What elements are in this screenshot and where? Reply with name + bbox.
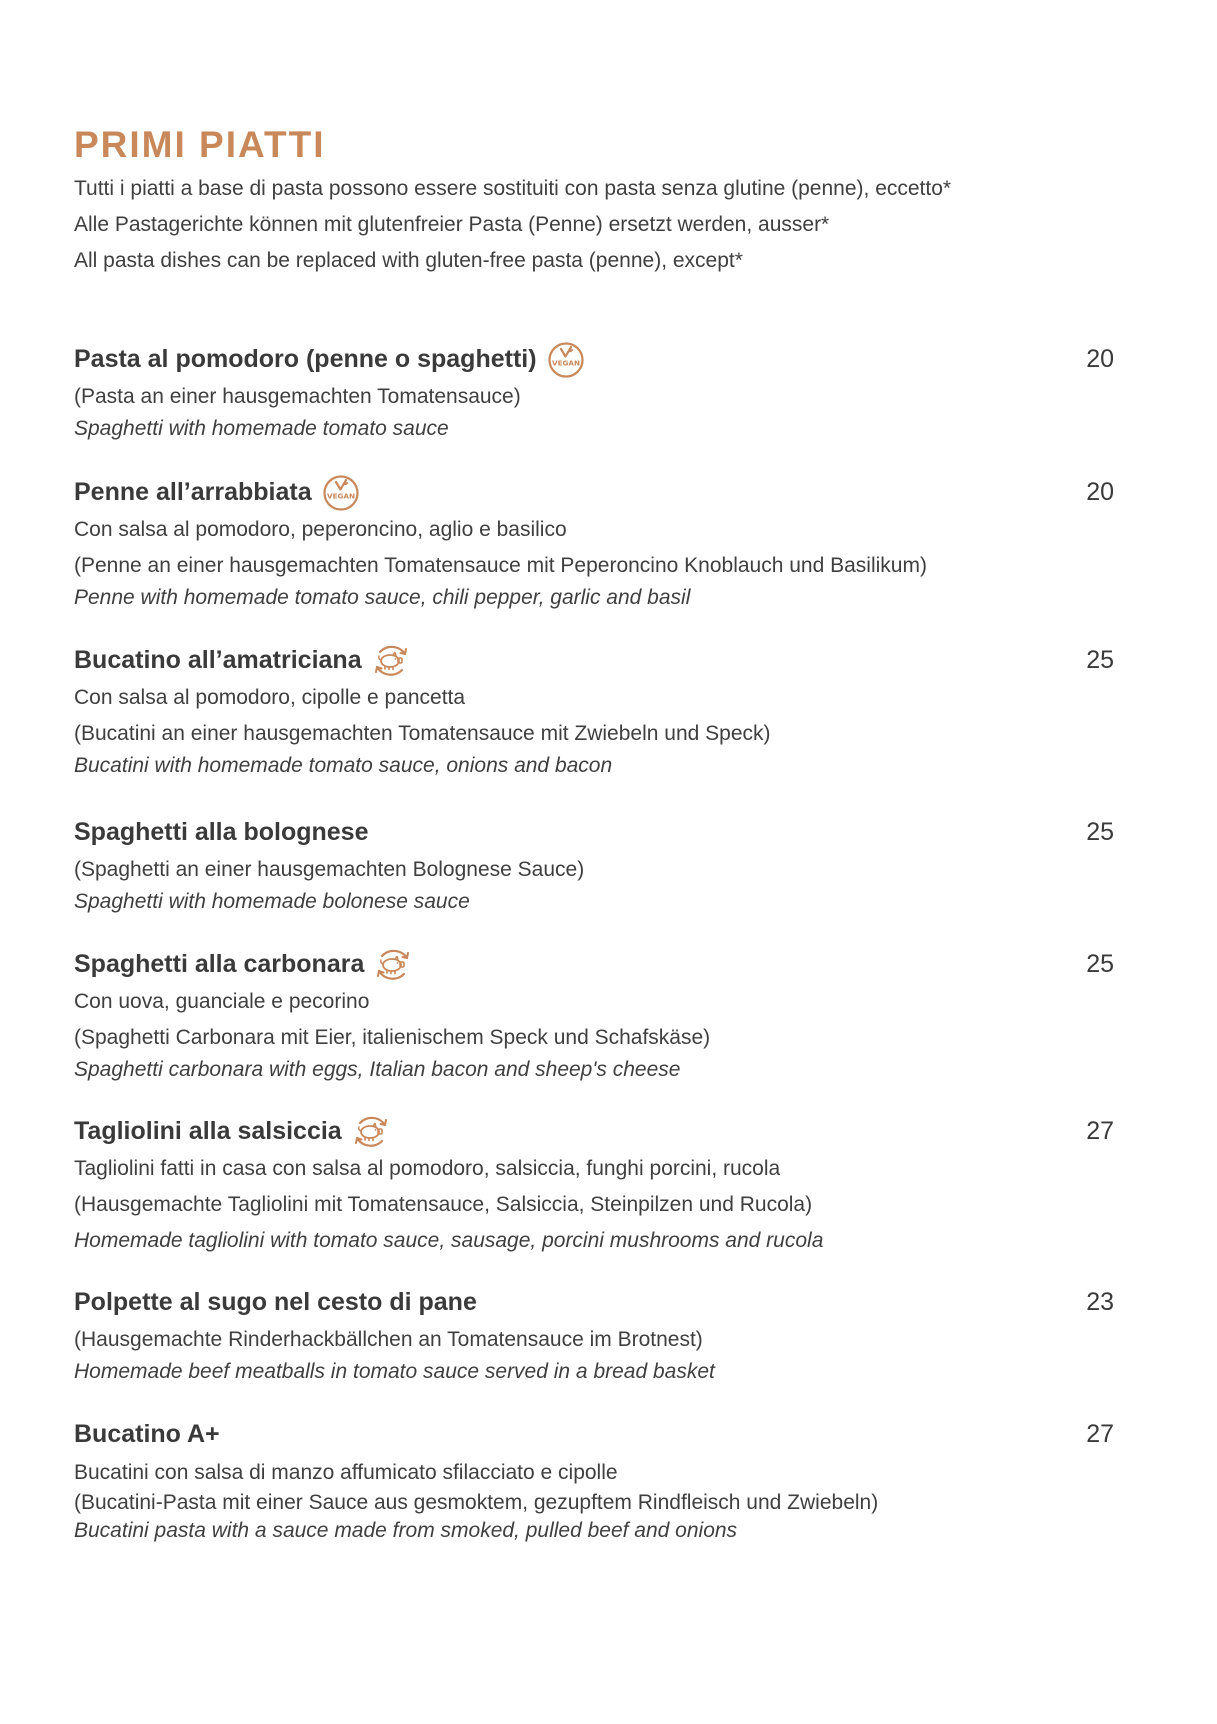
svg-text:VEGAN: VEGAN <box>551 358 580 368</box>
dish-description-de: (Bucatini-Pasta mit einer Sauce aus gesmoktem, gezupftem Rindfleisch und Zwiebeln) <box>74 1491 879 1514</box>
pig-icon <box>352 1113 390 1151</box>
dish-description-it: Tagliolini fatti in casa con salsa al pomodoro, salsiccia, funghi porcini, rucola <box>74 1157 781 1180</box>
vegan-leaf-icon <box>322 474 360 512</box>
pig-icon <box>372 642 410 680</box>
dish-price: 20 <box>1086 478 1114 506</box>
dish-description-en: Homemade beef meatballs in tomato sauce served in a bread basket <box>74 1360 715 1383</box>
menu-item <box>74 472 1114 612</box>
dish-name: Spaghetti alla bolognese <box>74 818 369 846</box>
svg-text:VEGAN: VEGAN <box>326 491 355 501</box>
dish-description-it: Con salsa al pomodoro, peperoncino, aglio e basilico <box>74 518 567 541</box>
section-title: PRIMI PIATTI <box>74 124 326 165</box>
dish-description-en: Homemade tagliolini with tomato sauce, sausage, porcini mushrooms and rucola <box>74 1229 824 1252</box>
dish-description-de: (Hausgemachte Tagliolini mit Tomatensauce, Salsiccia, Steinpilzen und Rucola) <box>74 1193 813 1216</box>
dish-name: Bucatino A+ <box>74 1420 220 1448</box>
menu-item <box>74 1282 1114 1386</box>
dish-name: Spaghetti alla carbonara <box>74 950 365 978</box>
dish-price: 27 <box>1086 1420 1114 1448</box>
menu-item <box>74 339 1114 443</box>
dish-description-en: Spaghetti with homemade tomato sauce <box>74 417 449 440</box>
dish-description-it: Con uova, guanciale e pecorino <box>74 990 370 1013</box>
dish-description-de: (Pasta an einer hausgemachten Tomatensauce) <box>74 385 521 408</box>
dish-description-en: Spaghetti carbonara with eggs, Italian bacon and sheep's cheese <box>74 1058 681 1081</box>
dish-description-it: Bucatini con salsa di manzo affumicato sfilacciato e cipolle <box>74 1461 618 1484</box>
dish-description-it: Con salsa al pomodoro, cipolle e pancetta <box>74 686 466 709</box>
dish-price: 20 <box>1086 345 1114 373</box>
menu-item <box>74 1414 1114 1545</box>
menu-item <box>74 812 1114 916</box>
dish-name: Bucatino all’amatriciana <box>74 646 362 674</box>
pig-icon <box>374 946 412 984</box>
intro-line-it: Tutti i piatti a base di pasta possono essere sostituiti con pasta senza glutine (penne), eccetto* <box>74 177 952 200</box>
dish-price: 23 <box>1086 1288 1114 1316</box>
dish-description-en: Bucatini with homemade tomato sauce, onions and bacon <box>74 754 613 777</box>
dish-description-en: Bucatini pasta with a sauce made from smoked, pulled beef and onions <box>74 1519 738 1542</box>
menu-page <box>74 0 1114 1724</box>
vegan-leaf-icon <box>547 341 585 379</box>
dish-description-de: (Hausgemachte Rinderhackbällchen an Tomatensauce im Brotnest) <box>74 1328 703 1351</box>
menu-item <box>74 1111 1114 1259</box>
dish-description-de: (Bucatini an einer hausgemachten Tomatensauce mit Zwiebeln und Speck) <box>74 722 771 745</box>
dish-price: 25 <box>1086 818 1114 846</box>
dish-description-en: Spaghetti with homemade bolonese sauce <box>74 890 470 913</box>
dish-name: Tagliolini alla salsiccia <box>74 1117 342 1145</box>
menu-item <box>74 944 1114 1084</box>
dish-price: 25 <box>1086 646 1114 674</box>
gluten-free-note <box>74 171 951 279</box>
dish-description-de: (Spaghetti an einer hausgemachten Bolognese Sauce) <box>74 858 585 881</box>
menu-item <box>74 640 1114 780</box>
dish-description-de: (Spaghetti Carbonara mit Eier, italienischem Speck und Schafskäse) <box>74 1026 711 1049</box>
intro-line-en: All pasta dishes can be replaced with gluten-free pasta (penne), except* <box>74 249 743 272</box>
intro-line-de: Alle Pastagerichte können mit glutenfreier Pasta (Penne) ersetzt werden, ausser* <box>74 213 830 236</box>
dish-description-de: (Penne an einer hausgemachten Tomatensauce mit Peperoncino Knoblauch und Basilikum) <box>74 554 927 577</box>
dish-description-en: Penne with homemade tomato sauce, chili pepper, garlic and basil <box>74 586 691 609</box>
dish-name: Polpette al sugo nel cesto di pane <box>74 1288 477 1316</box>
dish-price: 27 <box>1086 1117 1114 1145</box>
dish-name: Pasta al pomodoro (penne o spaghetti) <box>74 345 537 373</box>
dish-price: 25 <box>1086 950 1114 978</box>
dish-name: Penne all’arrabbiata <box>74 478 312 506</box>
